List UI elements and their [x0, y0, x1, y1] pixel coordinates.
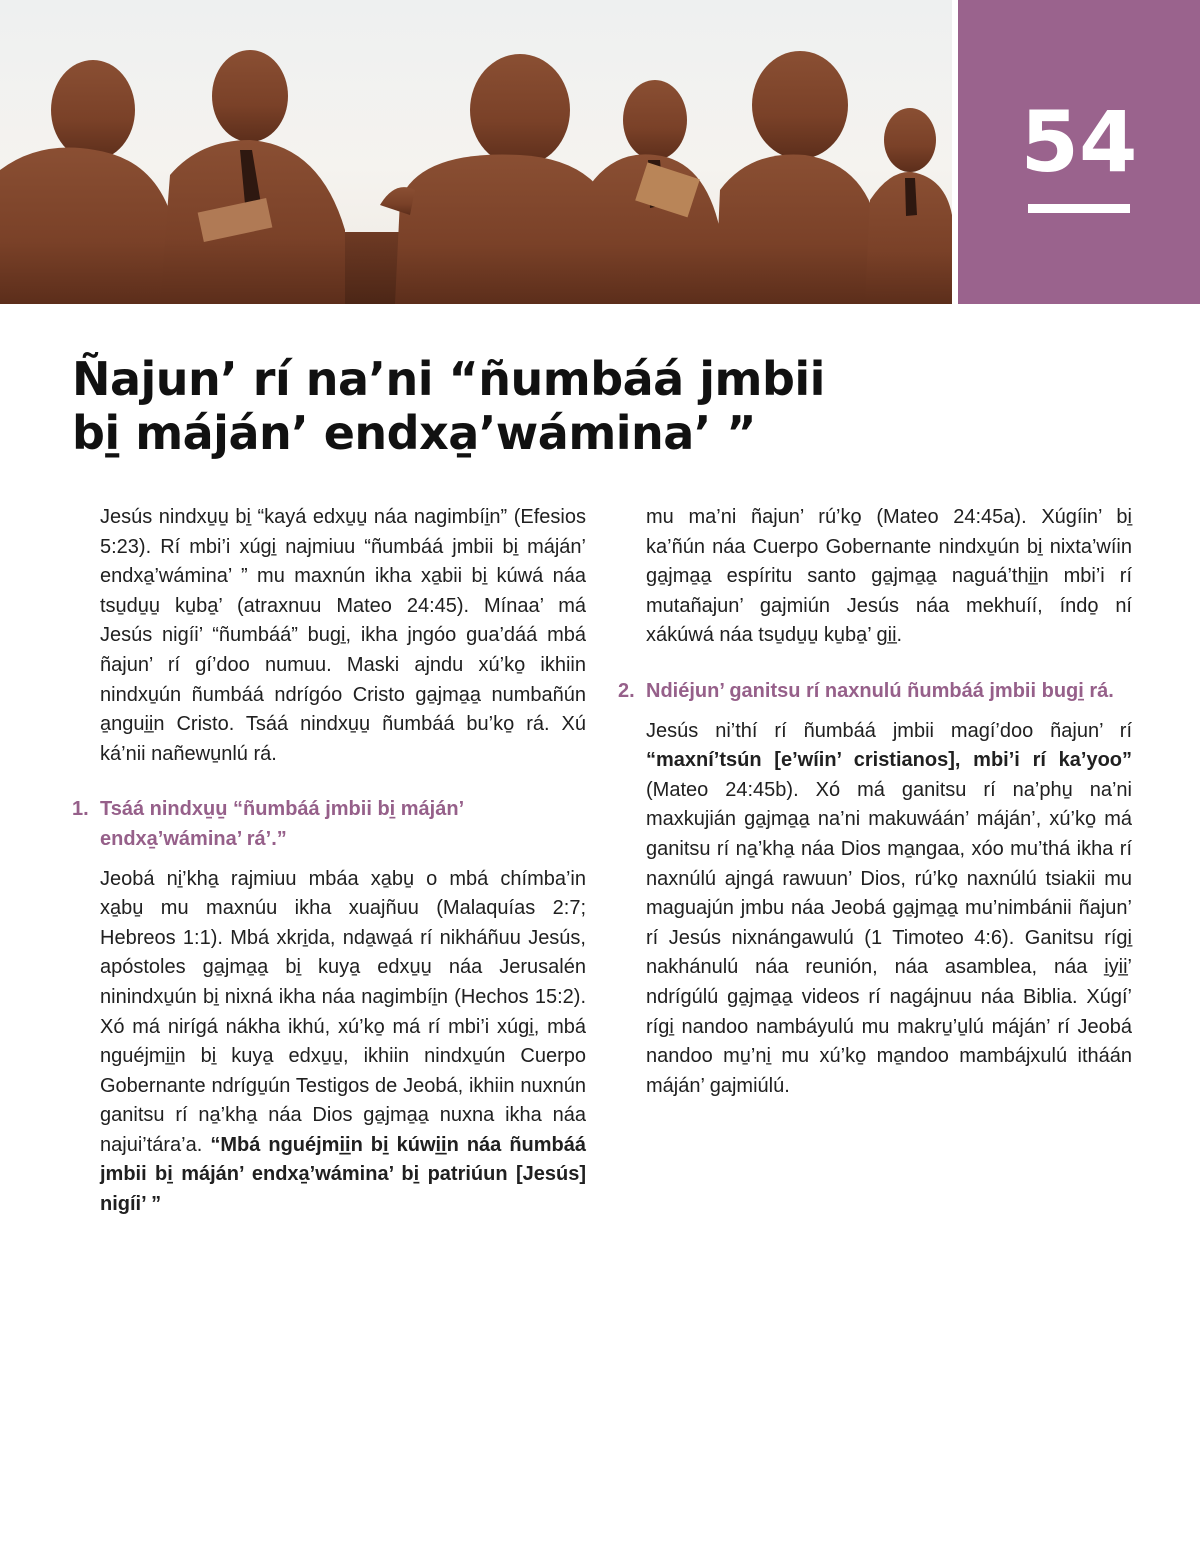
question-2-answer-tail: (Mateo 24:45b). Xó má ganitsu rí na’phu̱ na’ni maxkujián ga̱jma̱a̱ na’ni makuwáán’ máján’, xú’ko̱ má ganitsu rí na̱’kha̱ náa Dios ma̱ngaa, xóo mu’thá ikha rí naxnúlú ajngá rawuun’ Dios, rú’ko̱ naxnúlú tsiakii mu maguajún jmbu náa Jeobá ga̱jma̱a̱ mu’nimbánii ñajun’ rí Jesús nixnángawulú (1 Timoteo 4:6). Ganitsu rígi̱ nakhánulú náa reunión, náa asamblea, náa i̱yi̱i̱’ ndrígúlú ga̱jma̱a̱ videos rí nagájnuu náa Biblia. Xúgí’ rígi̱ nandoo nambáyulú mu makru̱’u̱lú máján’ rí Jeobá nandoo mu̱’ni̱ mu xú’ko̱ ma̱ndoo mambájxulú itháán máján’ gajmiúlú.: [646, 778, 1132, 1097]
lesson-number: 54: [1020, 93, 1138, 191]
lesson-number-badge: [958, 0, 1200, 304]
intro-paragraph: Jesús nindxu̱u̱ bi̱ “kayá edxu̱u̱ náa nagimbíi̱n” (Efesios 5:23). Rí mbi’i xúgi̱ najmiuu “ñumbáá jmbii bi̱ máján’ endxa̱’wámina’ ” mu maxnún ikha xa̱bii bi̱ kúwá náa tsu̱du̱u̱ ku̱ba̱’ (atraxnuu Mateo 24:45). Mínaa’ má Jesús nigíi’ “ñumbáá” bugi̱, ikha jngóo gua’dáá mbá ñajun’ rí gí’doo numuu. Maski ajndu xú’ko̱ ikhiin nindxu̱ún ñumbáá ndrígóo Cristo ga̱jma̱a̱ numbañún a̱ngui̱i̱n Cristo. Tsáá nindxu̱u̱ ñumbáá bu’ko̱ rá. Xú ká’nii nañewu̱nlú rá.: [100, 506, 586, 765]
page-title: [72, 352, 872, 460]
question-2-answer-bold: “maxní’tsún [e’wíin’ cristianos], mbi’i rí ka’yoo”: [646, 749, 1132, 772]
badge-underline: [1028, 204, 1130, 213]
question-2-text: Ndiéjun’ ganitsu rí naxnulú ñumbáá jmbii bugi̱ rá.: [646, 679, 1114, 702]
question-1-answer-bold: “Mbá nguéjmi̱i̱n bi̱ kúwi̱i̱n náa ñumbáá jmbii bi̱ máján’ endxa̱’wámina’ bi̱ patriúun [Jesús] nigíi’ ”: [100, 1133, 587, 1216]
question-2-answer: [646, 717, 1132, 1102]
text-column-left: [72, 503, 587, 1238]
question-2-number: 2.: [618, 679, 635, 702]
question-1-text: Tsáá nindxu̱u̱ “ñumbáá jmbii bi̱ máján’ endxa̱’wámina’ rá’.”: [100, 798, 464, 850]
question-2-heading: [618, 677, 1132, 707]
page-title-line-1: Ñajun’ rí na’ni “ñumbáá jmbii: [72, 352, 825, 406]
question-2-answer-lead: Jesús ni’thí rí ñumbáá jmbii magí’doo ñajun’ rí: [646, 719, 1132, 742]
question-1-number: 1.: [72, 798, 89, 821]
text-column-right: [618, 503, 1132, 1119]
question-1-answer: [100, 865, 586, 1220]
question-1-heading: [72, 795, 586, 854]
question-1-answer-tail: mu ma’ni ñajun’ rú’ko̱ (Mateo 24:45a). Xúgíin’ bi̱ ka’ñún náa Cuerpo Gobernante nindxu̱ún bi̱ nixta’wíin ga̱jma̱a̱ espíritu santo ga̱jma̱a̱ naguá’thi̱i̱n mbi’i rí mutañajun’ gajmiún Jesús náa mekhuíí, índo̱ ní xákúwá náa tsu̱du̱u̱ ku̱ba̱’ gi̱i̱.: [646, 506, 1132, 647]
header-photo: [0, 0, 952, 304]
question-1-answer-continued: [646, 503, 1132, 651]
page-title-line-2: bi̱ máján’ endxa̱’wámina’ ”: [72, 406, 757, 460]
question-1-answer-text: Jeobá ni̱’kha̱ rajmiuu mbáa xa̱bu̱ o mbá chímba’in xa̱bu̱ mu maxnúu ikha xuajñuu (Malaquías 2:7; Hebreos 1:1). Mbá xkri̱da, nda̱wa̱á rí nikháñuu Jesús, apóstoles ga̱jma̱a̱ bi̱ kuya̱ edxu̱u̱ náa Jerusalén ninindxu̱ún bi̱ nixná ikha náa nagimbíi̱n (Hechos 15:2). Xó má nirígá nákha ikhú, xú’ko̱ má rí mbi’i xúgi̱, mbá nguéjmi̱i̱n bi̱ kuya̱ edxu̱u̱, ikhiin nindxu̱ún Cuerpo Gobernante ndrígu̱ún Testigos de Jeobá, ikhiin nuxnún ganitsu rí na̱’kha̱ náa Dios ga̱jma̱a̱ nuxna ikha náa najui’tára’a.: [100, 867, 586, 1156]
meeting-silhouettes-illustration: [0, 0, 952, 304]
